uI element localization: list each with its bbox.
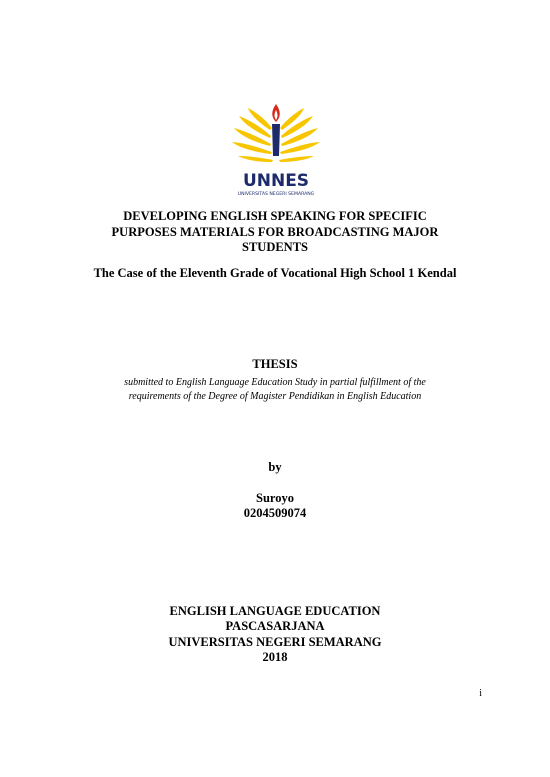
institution-line: UNIVERSITAS NEGERI SEMARANG: [168, 634, 382, 649]
thesis-subtitle: The Case of the Eleventh Grade of Vocational High School 1 Kendal: [93, 266, 457, 280]
author-name: Suroyo: [256, 491, 294, 505]
document-type: THESIS: [252, 357, 298, 371]
submission-statement: [60, 376, 490, 403]
logo-wordmark: UNNES: [242, 171, 310, 191]
thesis-title: [60, 209, 490, 256]
title-line: STUDENTS: [242, 240, 308, 254]
institution-block: [60, 604, 490, 665]
unnes-logo: [226, 100, 326, 198]
student-id: 0204509074: [243, 506, 307, 520]
title-line: DEVELOPING ENGLISH SPEAKING FOR SPECIFIC: [123, 209, 427, 223]
year: 2018: [262, 649, 288, 664]
submission-line: requirements of the Degree of Magister Pendidikan in English Education: [128, 390, 422, 402]
institution-line: PASCASARJANA: [225, 619, 325, 634]
right-leaves-icon: [279, 108, 320, 162]
author-block: [60, 491, 490, 521]
institution-line: ENGLISH LANGUAGE EDUCATION: [169, 604, 381, 618]
submission-line: submitted to English Language Education Study in partial fulfillment of the: [124, 377, 426, 388]
logo-tagline: UNIVERSITAS NEGERI SEMARANG: [237, 192, 315, 197]
page-number: i: [479, 688, 482, 699]
by-label: by: [268, 460, 282, 474]
title-line: PURPOSES MATERIALS FOR BROADCASTING MAJOR: [111, 224, 439, 239]
left-leaves-icon: [232, 108, 273, 162]
